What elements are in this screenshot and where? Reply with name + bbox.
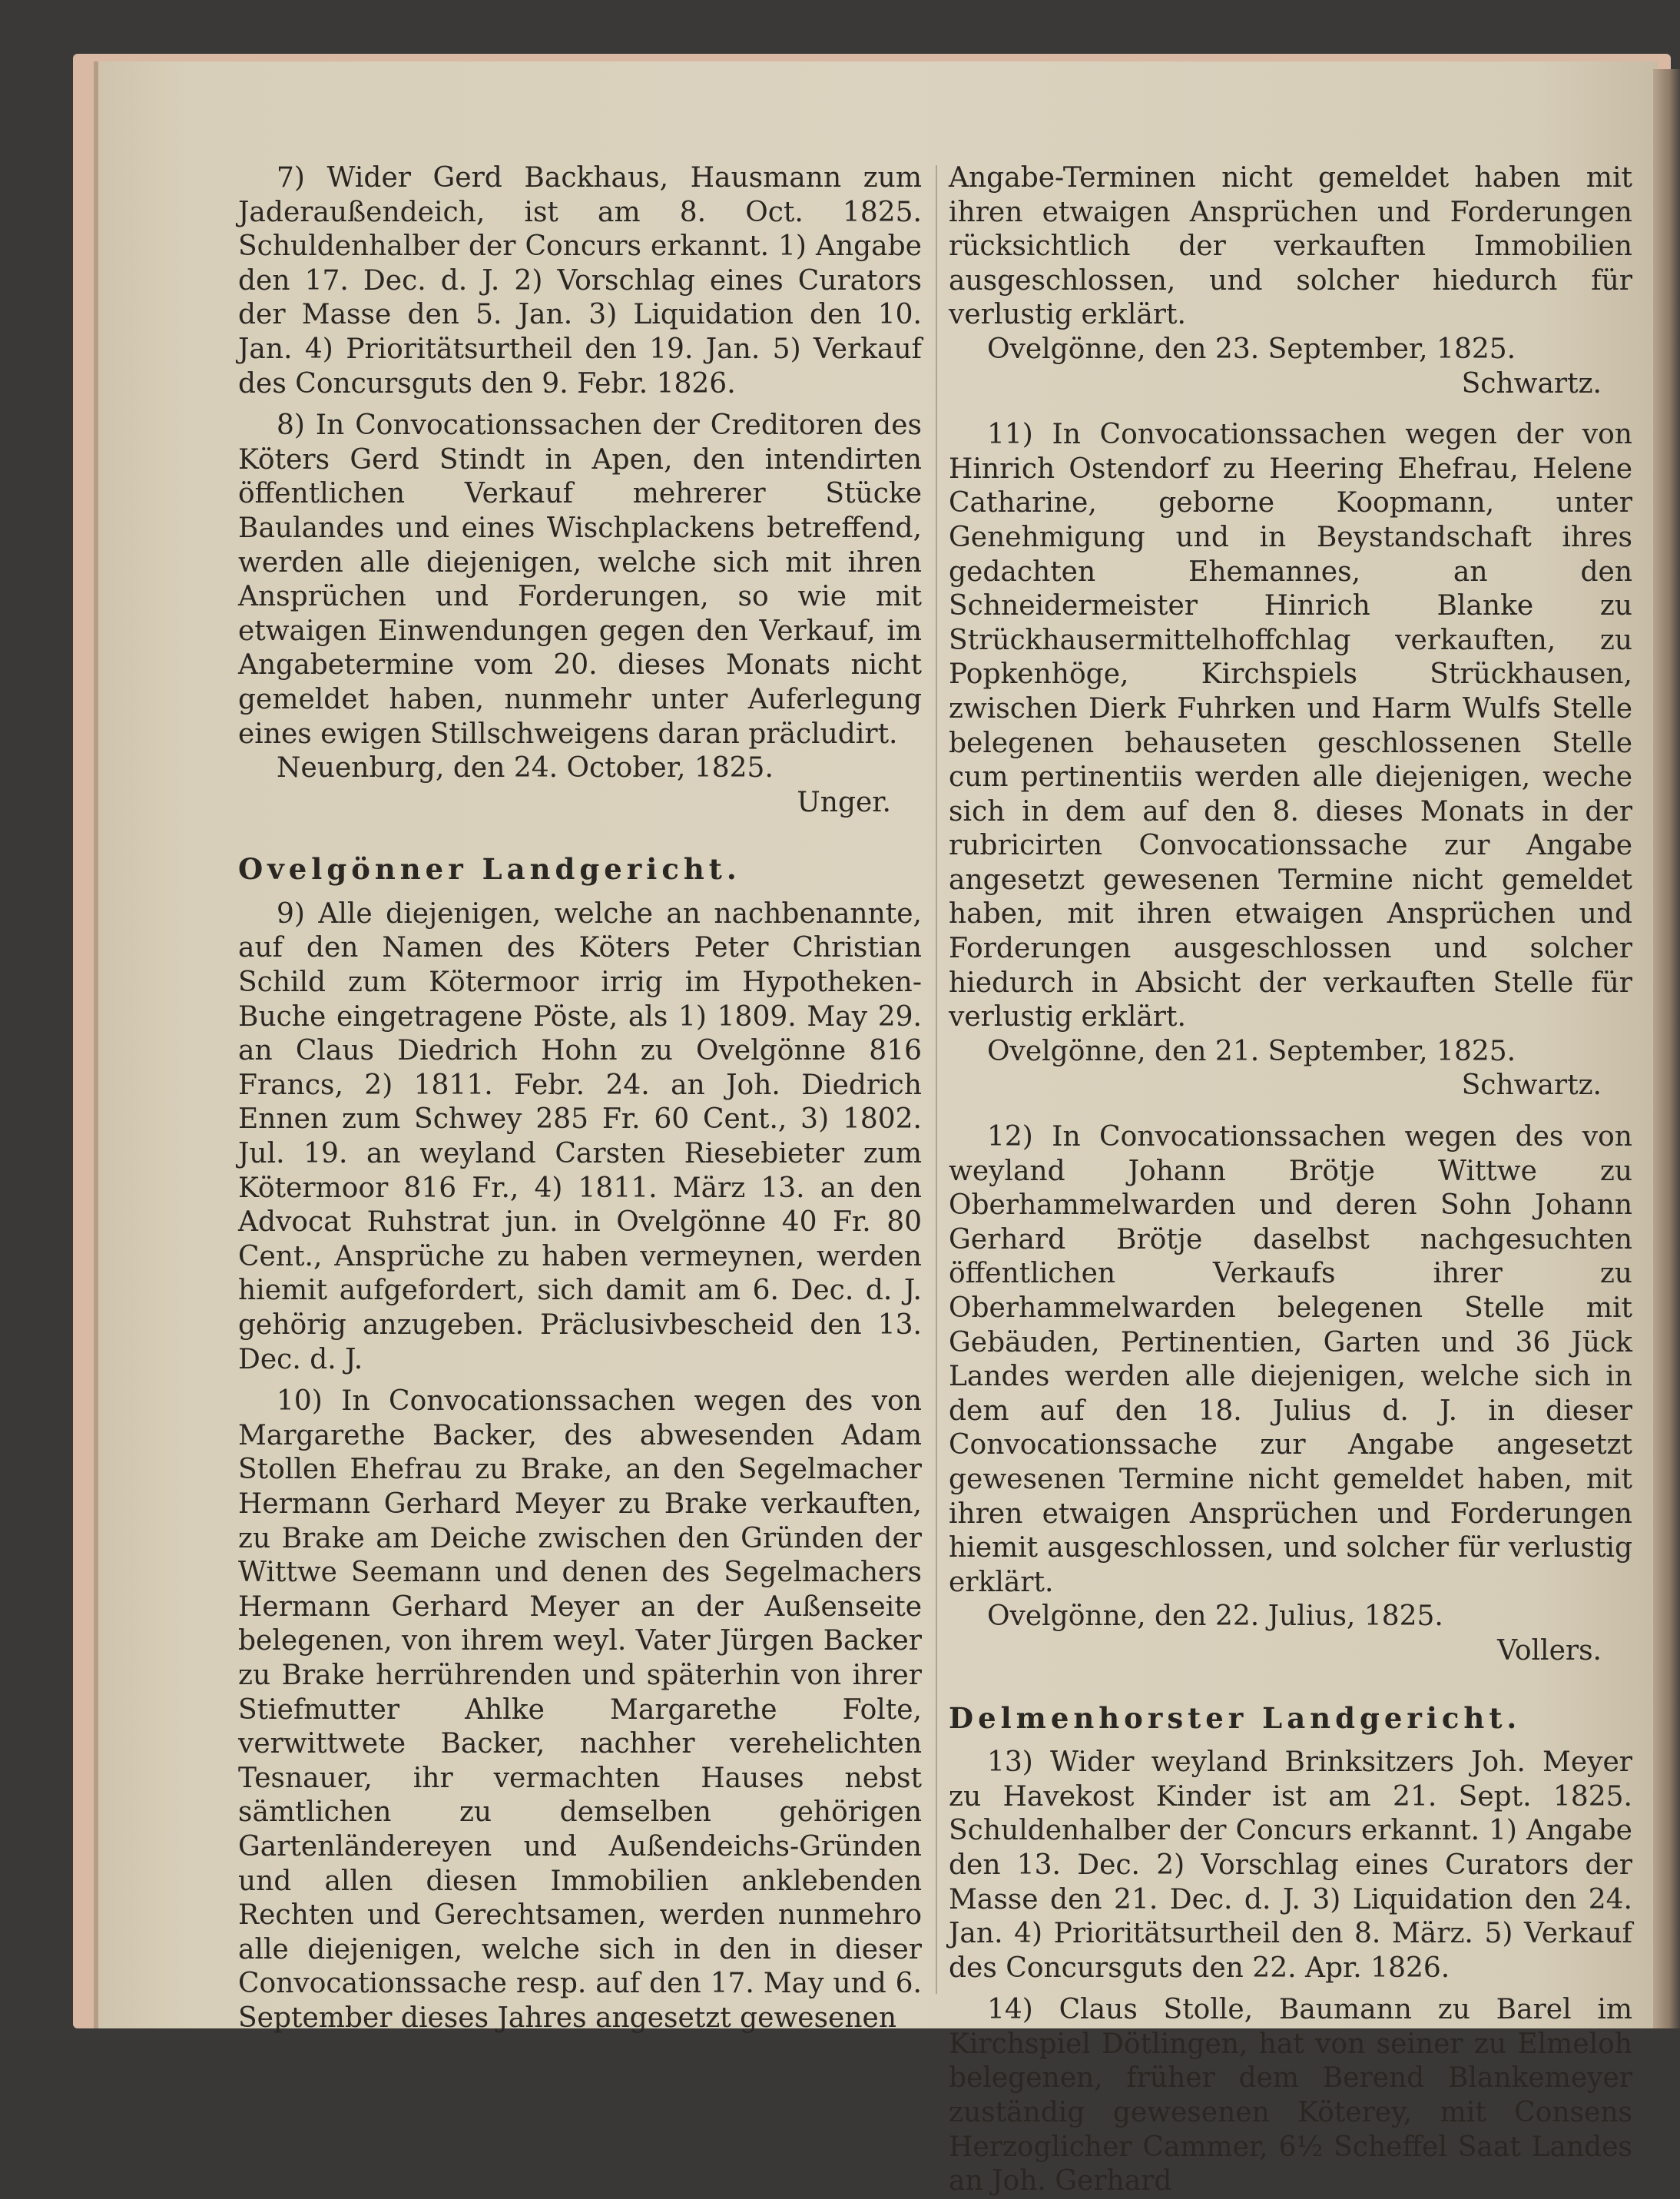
- notice-14: 14) Claus Stolle, Baumann zu Barel im Kirchspiel Dötlingen, hat von seiner zu Elmeloh belegenen, früher dem Berend Blankemeyer zuständig gewesenen Köterey, mit Consens Herzoglicher Cammer, 6½ Scheffel Saat Landes an Joh. Gerhard: [949, 1994, 1632, 2197]
- notice-12-dateline: Ovelgönne, den 22. Julius, 1825.: [987, 1600, 1443, 1633]
- left-column: [238, 161, 922, 2035]
- section-heading-delmenhorst: Delmenhorster Landgericht.: [949, 1700, 1522, 1735]
- notice-8-signature: Unger.: [797, 786, 891, 818]
- notice-13: 13) Wider weyland Brinksitzers Joh. Meyer zu Havekost Kinder ist am 21. Sept. 1825. Schuldenhalber der Concurs erkannt. 1) Angabe den 13. Dec. 2) Vorschlag eines Curators der Masse den 21. Dec. d. J. 3) Liquidation den 24. Jan. 4) Prioritätsurtheil den 8. März. 5) Verkauf des Concursguts den 22. Apr. 1826.: [949, 1746, 1632, 1984]
- book-binding-edge: [1653, 69, 1680, 2028]
- notice-11-signature: Schwartz.: [1461, 1070, 1602, 1102]
- notice-11-dateline: Ovelgönne, den 21. September, 1825.: [987, 1035, 1516, 1067]
- notice-12: 12) In Convocationssachen wegen des von weyland Johann Brötje Wittwe zu Oberhammelwarden und deren Sohn Johann Gerhard Brötje daselbst nachgesuchten öffentlichen Verkaufs ihrer zu Oberhammelwarden belegenen Stelle mit Gebäuden, Pertinentien, Garten und 36 Jück Landes werden alle diejenigen, welche sich in dem auf den 18. Julius d. J. in dieser Convocationssache zur Angabe angesetzt gewesenen Termine nicht gemeldet haben, mit ihren etwaigen Ansprüchen und Forderungen hiemit ausgeschlossen, und solcher für verlustig erklärt.: [949, 1121, 1632, 1598]
- right-column: [949, 161, 1632, 2199]
- notice-10-continued: Angabe-Terminen nicht gemeldet haben mit ihren etwaigen Ansprüchen und Forderungen rücksichtlich der verkauften Immobilien ausgeschlossen, und solcher hiedurch für verlustig erklärt.: [949, 162, 1632, 331]
- notice-9: 9) Alle diejenigen, welche an nachbenannte, auf den Namen des Köters Peter Christian Schild zum Kötermoor irrig im Hypotheken-Buche eingetragene Pöste, als 1) 1809. May 29. an Claus Diedrich Hohn zu Ovelgönne 816 Francs, 2) 1811. Febr. 24. an Joh. Diedrich Ennen zum Schwey 285 Fr. 60 Cent., 3) 1802. Jul. 19. an weyland Carsten Riesebieter zum Kötermoor 816 Fr., 4) 1811. März 13. an den Advocat Ruhstrat jun. in Ovelgönne 40 Fr. 80 Cent., Ansprüche zu haben vermeynen, werden hiemit aufgefordert, sich damit am 6. Dec. d. J. gehörig anzugeben. Präclusivbescheid den 13. Dec. d. J.: [238, 897, 922, 1375]
- notice-11: 11) In Convocationssachen wegen der von Hinrich Ostendorf zu Heering Ehefrau, Helene Catharine, geborne Koopmann, unter Genehmigung und in Beystandschaft ihres gedachten Ehemannes, an den Schneidermeister Hinrich Blanke zu Strückhausermittelhoffchlag verkauften, zu Popkenhöge, Kirchspiels Strückhausen, zwischen Dierk Fuhrken und Harm Wulfs Stelle belegenen behauseten geschlossenen Stelle cum pertinentiis werden alle diejenigen, weche sich in dem auf den 8. dieses Monats in der rubricirten Convocationssache zur Angabe angesetzt gewesenen Termine nicht gemeldet haben, mit ihren etwaigen Ansprüchen und Forderungen ausgeschlossen und solcher hiedurch in Absicht der verkauften Stelle für verlustig erklärt.: [949, 419, 1632, 1033]
- notice-8: 8) In Convocationssachen der Creditoren des Köters Gerd Stindt in Apen, den intendirten öffentlichen Verkauf mehrerer Stücke Baulandes und eines Wischplackens betreffend, werden alle diejenigen, welche sich mit ihren Ansprüchen und Forderungen, so wie mit etwaigen Einwendungen gegen den Verkauf, im Angabetermine vom 20. dieses Monats nicht gemeldet haben, nunmehr unter Auferlegung eines ewigen Stillschweigens daran präcludirt.: [238, 410, 922, 750]
- notice-7: 7) Wider Gerd Backhaus, Hausmann zum Jaderaußendeich, ist am 8. Oct. 1825. Schuldenhalber der Concurs erkannt. 1) Angabe den 17. Dec. d. J. 2) Vorschlag eines Curators der Masse den 5. Jan. 3) Liquidation den 10. Jan. 4) Prioritätsurtheil den 19. Jan. 5) Verkauf des Concursguts den 9. Febr. 1826.: [238, 162, 922, 400]
- notice-10-signature: Schwartz.: [1461, 367, 1602, 400]
- section-heading-ovelgoenne: Ovelgönner Landgericht.: [238, 852, 741, 887]
- column-divider: [936, 165, 937, 1994]
- notice-10-dateline: Ovelgönne, den 23. September, 1825.: [987, 333, 1516, 365]
- notice-10: 10) In Convocationssachen wegen des von Margarethe Backer, des abwesenden Adam Stollen Ehefrau zu Brake, an den Segelmacher Hermann Gerhard Meyer zu Brake verkauften, zu Brake am Deiche zwischen den Gründen der Wittwe Seemann und denen des Segelmachers Hermann Gerhard Meyer an der Außenseite belegenen, von ihrem weyl. Vater Jürgen Backer zu Brake herrührenden und späterhin von ihrer Stiefmutter Ahlke Margarethe Folte, verwittwete Backer, nachher verehelichten Tesnauer, ihr vermachten Hauses nebst sämtlichen zu demselben gehörigen Gartenländereyen und Außendeichs-Gründen und allen diesen Immobilien anklebenden Rechten und Gerechtsamen, werden nunmehro alle diejenigen, welche sich in den in dieser Convocationssache resp. auf den 17. May und 6. September dieses Jahres angesetzt gewesenen: [238, 1385, 922, 2034]
- notice-12-signature: Vollers.: [1497, 1634, 1602, 1667]
- notice-8-dateline: Neuenburg, den 24. October, 1825.: [277, 752, 774, 784]
